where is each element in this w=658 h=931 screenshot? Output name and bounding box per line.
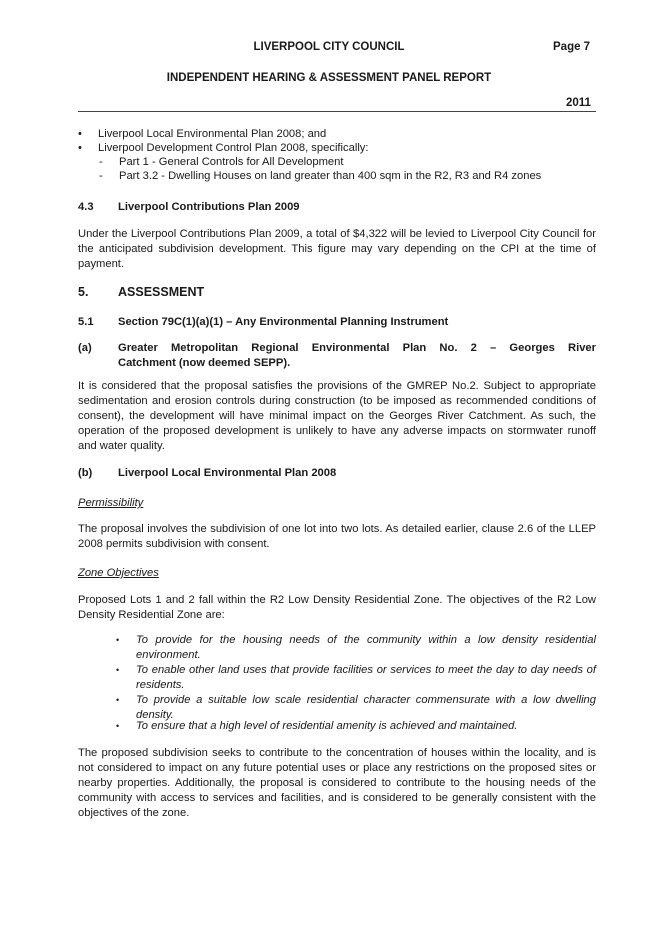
section-5-heading: 5. ASSESSMENT bbox=[78, 285, 205, 299]
section-5-1-heading: 5.1 Section 79C(1)(a)(1) – Any Environmental Planning Instrument bbox=[78, 316, 449, 328]
section-a-body: It is considered that the proposal satisfies the provisions of the GMREP No.2. Subject to appropriate sedimentation and erosion controls during construction (to be imposed as recommended conditions of consent), the development will have minimal impact on the Georges River Catchment. As such, the operation of the proposed development is unlikely to have any adverse impacts on stormwater runoff and water quality. bbox=[78, 380, 596, 452]
objectives-list: • To provide for the housing needs of the community within a low density residential environment. • To enable other land uses that provide facilities or services to meet the day to day needs of residents. • To provide a suitable low scale residential character commensurate with a low dwelling density. • To ensure that a high level of residential amenity is achieved and maintained. bbox=[116, 634, 596, 732]
header-divider bbox=[78, 111, 596, 112]
document-page: LIVERPOOL CITY COUNCIL Page 7 INDEPENDENT HEARING & ASSESSMENT PANEL REPORT 2011 • Liverpool Local Environmental Plan 2008; and • Liverpool Development Control Plan 2008, specifically: - Part 1 - General Controls for All Development - Part 3.2 - Dwelling Houses on land greater than 400 sqm in the R2, R3 and R4 zones 4.3 Liverpool Contributions Plan 2009 Under the Liverpool Contributions Plan 2009, a total of $4,322 will be levied to Liverpool City Council for the anticipated subdivision development. This figure may vary depending on the CPI at the time of payment. 5. ASSESSMENT 5.1 Section 79C(1)(a)(1) – Any Environmental Planning Instrument (a) Greater Metropolitan Regional Environmental Plan No. 2 – Georges River Catchment (now deemed SEPP). It is considered that the proposal satisfies the provisions of the GMREP No.2. Subject to appropriate sedimentation and erosion controls during construction (to be imposed as recommended conditions of consent), the development will have minimal impact on the Georges River Catchment. As such, the operation of the proposed development is unlikely to have any adverse impacts on stormwater runoff and water quality. (b) Liverpool Local Environmental Plan 2008 Permissibility The proposal involves the subdivision of one lot into two lots. As detailed earlier, clause 2.6 of the LLEP 2008 permits subdivision with consent. Zone Objectives Proposed Lots 1 and 2 fall within the R2 Low Density Residential Zone. The objectives of the R2 Low Density Residential Zone are: • To provide for the housing needs of the community within a low density residential environment. • To enable other land uses that provide facilities or services to meet the day to day needs of residents. • To provide a suitable low scale residential character commensurate with a low dwelling density. • To ensure that a high level of residential amenity is achieved and maintained. The proposed subdivision seeks to contribute to the concentration of houses within the locality, and is not considered to impact on any future potential uses or place any restrictions on the proposed sites or nearby properties. Additionally, the proposal is considered to contribute to the housing needs of the community with access to services and facilities, and is considered to be generally consistent with the objectives of the zone. bbox=[0, 0, 658, 931]
bullet-icon: • bbox=[116, 721, 120, 731]
page-number: Page 7 bbox=[553, 41, 591, 53]
zone-objectives-body: Proposed Lots 1 and 2 fall within the R2 Low Density Residential Zone. The objectives of the R2 Low Density Residential Zone are: bbox=[78, 594, 596, 621]
section-4-3-body: Under the Liverpool Contributions Plan 2009, a total of $4,322 will be levied to Liverpool City Council for the anticipated subdivision development. This figure may vary depending on the CPI at the time of payment. bbox=[78, 228, 596, 270]
zone-objectives-heading: Zone Objectives bbox=[78, 567, 159, 579]
section-a-heading: (a) Greater Metropolitan Regional Environmental Plan No. 2 – Georges River Catchment (now deemed SEPP). bbox=[78, 342, 596, 369]
section-b-heading: (b) Liverpool Local Environmental Plan 2008 bbox=[78, 467, 337, 479]
bullet-icon: • bbox=[78, 142, 82, 154]
report-year: 2011 bbox=[566, 97, 591, 109]
bullet-icon: • bbox=[78, 128, 82, 140]
section-4-3-heading: 4.3 Liverpool Contributions Plan 2009 bbox=[78, 201, 300, 213]
bullet-icon: • bbox=[116, 665, 120, 675]
bullet-icon: • bbox=[116, 635, 120, 645]
dash-icon: - bbox=[99, 156, 103, 168]
bullet-icon: • bbox=[116, 695, 120, 705]
permissibility-heading: Permissibility bbox=[78, 497, 144, 509]
zone-conclusion: The proposed subdivision seeks to contribute to the concentration of houses within the locality, and is not considered to impact on any future potential uses or place any restrictions on the proposed sites or nearby properties. Additionally, the proposal is considered to contribute to the housing needs of the community with access to services and facilities, and is considered to be generally consistent with the objectives of the zone. bbox=[78, 747, 596, 819]
council-name: LIVERPOOL CITY COUNCIL bbox=[253, 41, 405, 53]
report-title: INDEPENDENT HEARING & ASSESSMENT PANEL REPORT bbox=[166, 72, 492, 84]
permissibility-body: The proposal involves the subdivision of one lot into two lots. As detailed earlier, clause 2.6 of the LLEP 2008 permits subdivision with consent. bbox=[78, 523, 596, 550]
dash-icon: - bbox=[99, 170, 103, 182]
